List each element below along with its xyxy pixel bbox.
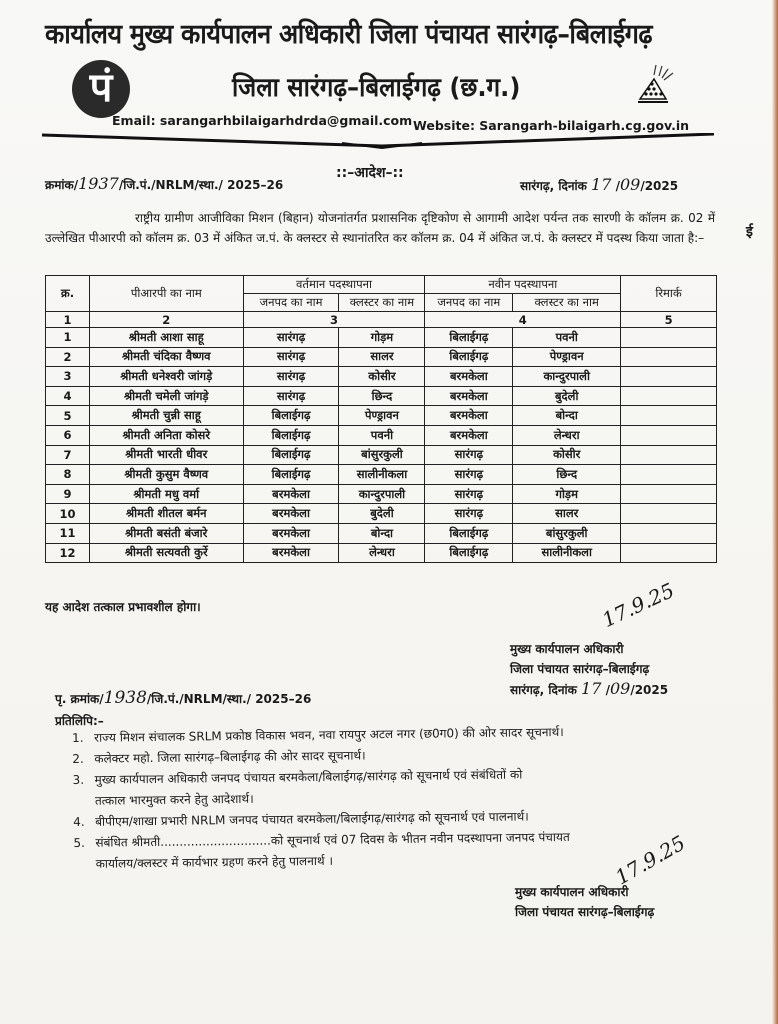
current-janpad-cell: बरमकेला xyxy=(243,484,339,504)
remark-cell xyxy=(621,465,717,485)
row-sno-cell: 6 xyxy=(46,425,90,445)
copy-list xyxy=(72,720,714,875)
signatory-office: जिला पंचायत सारंगढ़–बिलाईगढ़ xyxy=(515,905,655,919)
table-row xyxy=(46,406,717,426)
current-cluster-cell: बोन्दा xyxy=(339,523,425,543)
remark-cell xyxy=(621,543,717,563)
current-janpad-cell: बिलाईगढ़ xyxy=(243,406,339,426)
signatory-designation: मुख्य कार्यपालन अधिकारी xyxy=(515,885,629,899)
email-text: Email: sarangarhbilaigarhdrda@gmail.com xyxy=(112,113,413,128)
row-sno-cell: 3 xyxy=(46,367,90,387)
panchayat-logo-icon: पं xyxy=(72,60,130,118)
table-row xyxy=(46,465,717,485)
prp-name-cell: श्रीमती भारती धीवर xyxy=(89,445,243,465)
order-intro-paragraph: राष्ट्रीय ग्रामीण आजीविका मिशन (बिहान) योजनांतर्गत प्रशासनिक दृष्टिकोण से आगामी आदेश पर्यन्त तक सारणी के कॉलम क्र. 02 में उल्लेखित पीआरपी को कॉलम क्र. 03 में अंकित ज.पं. के क्लस्टर से स्थानांतरित कर कॉलम क्र. 04 में अंकित ज.पं. के क्लस्टर में पदस्थ किया जाता है:– xyxy=(45,211,715,245)
copy-item-text: कलेक्टर महो. जिला सारंगढ़–बिलाईगढ़ की ओर सादर सूचनार्थ। xyxy=(94,748,366,766)
current-cluster-cell: गोड़म xyxy=(339,328,425,348)
remark-cell xyxy=(621,406,717,426)
copy-item-text: मुख्य कार्यपालन अधिकारी जनपद पंचायत बरमकेला/बिलाईगढ़/सारंगढ़ को सूचनार्थ एवं संबंधितों को xyxy=(94,767,523,787)
remark-cell xyxy=(621,504,717,524)
current-janpad-cell: बरमकेला xyxy=(243,523,339,543)
prp-name-cell: श्रीमती धनेश्वरी जांगड़े xyxy=(89,367,243,387)
row-sno-cell: 4 xyxy=(46,386,90,406)
table-row xyxy=(46,367,717,387)
row-sno-cell: 12 xyxy=(46,543,90,563)
order-number-handwritten: 1937 xyxy=(78,174,119,193)
current-janpad-cell: बिलाईगढ़ xyxy=(243,445,339,465)
prp-name-cell: श्रीमती आशा साहू xyxy=(89,328,243,348)
signature-scribble: 17.9.25 xyxy=(598,577,678,633)
table-row xyxy=(46,445,717,465)
remark-cell xyxy=(621,347,717,367)
new-cluster-cell: सालर xyxy=(513,504,621,524)
column-number: 1 xyxy=(46,312,90,328)
prp-name-cell: श्रीमती सत्यवती कुर्रे xyxy=(89,543,243,563)
copy-item-text: संबंधित श्रीमती.............................को सूचनार्थ एवं 07 दिवस के भीतन नवीन पदस्थापना जनपद पंचायत xyxy=(95,829,570,850)
signature-date-prefix: सारंगढ़, दिनांक xyxy=(510,683,577,697)
prp-name-cell: श्रीमती चुन्नी साहू xyxy=(89,406,243,426)
remark-cell xyxy=(621,425,717,445)
new-janpad-cell: सारंगढ़ xyxy=(425,465,513,485)
office-title: कार्यालय मुख्य कार्यपालन अधिकारी जिला पंचायत सारंगढ़–बिलाईगढ़ xyxy=(45,19,653,50)
remark-cell xyxy=(621,367,717,387)
prp-name-cell: श्रीमती चंदिका वैष्णव xyxy=(89,347,243,367)
new-janpad-cell: बरमकेला xyxy=(425,386,513,406)
new-cluster-cell: बांसुरकुली xyxy=(513,523,621,543)
current-janpad-cell: बरमकेला xyxy=(243,504,339,524)
table-row xyxy=(46,328,717,348)
order-number xyxy=(45,174,283,193)
letterhead-rule xyxy=(42,133,714,149)
current-janpad-cell: सारंगढ़ xyxy=(243,328,339,348)
current-cluster-cell: कान्दुरपाली xyxy=(339,484,425,504)
copy-item-number: 1. xyxy=(72,730,84,745)
new-janpad-cell: सारंगढ़ xyxy=(425,504,513,524)
row-sno-cell: 10 xyxy=(46,504,90,524)
copy-item-number: 4. xyxy=(73,814,85,829)
table-row xyxy=(46,543,717,563)
bihan-logo-icon xyxy=(632,63,682,107)
signature-block-2 xyxy=(515,882,654,922)
column-number: 5 xyxy=(621,312,717,328)
order-number-prefix: क्रमांक/ xyxy=(45,178,79,192)
copy-number-suffix: /जि.पं./NRLM/स्था./ 2025–26 xyxy=(146,692,312,706)
new-janpad-cell: सारंगढ़ xyxy=(425,445,513,465)
new-janpad-cell: बिलाईगढ़ xyxy=(425,523,513,543)
copy-number-handwritten: 1938 xyxy=(103,688,147,708)
new-cluster-cell: पवनी xyxy=(513,328,621,348)
column-number: 3 xyxy=(243,312,425,328)
row-sno-cell: 5 xyxy=(46,406,90,426)
current-cluster-cell: पेण्ड्रावन xyxy=(339,406,425,426)
header-new-cluster: क्लस्टर का नाम xyxy=(513,294,621,312)
current-janpad-cell: सारंगढ़ xyxy=(243,347,339,367)
prp-name-cell: श्रीमती मधु वर्मा xyxy=(89,484,243,504)
copy-item-number: 2. xyxy=(72,751,84,766)
header-current-posting: वर्तमान पदस्थापना xyxy=(243,276,425,294)
current-cluster-cell: बांसुरकुली xyxy=(339,445,425,465)
row-sno-cell: 2 xyxy=(46,347,90,367)
remark-cell xyxy=(621,484,717,504)
effective-note: यह आदेश तत्काल प्रभावशील होगा। xyxy=(45,600,201,614)
order-title: ::–आदेश–:: xyxy=(336,165,404,181)
new-cluster-cell: पेण्ड्रावन xyxy=(513,347,621,367)
current-cluster-cell: लेन्धरा xyxy=(339,543,425,563)
district-line: जिला सारंगढ़–बिलाईगढ़ (छ.ग.) xyxy=(232,73,521,103)
header-current-cluster: क्लस्टर का नाम xyxy=(339,294,425,312)
current-janpad-cell: बिलाईगढ़ xyxy=(243,425,339,445)
new-janpad-cell: बरमकेला xyxy=(425,406,513,426)
new-janpad-cell: बिलाईगढ़ xyxy=(425,328,513,348)
copy-item-number: 5. xyxy=(73,835,85,850)
prp-name-cell: श्रीमती अनिता कोसरे xyxy=(89,425,243,445)
row-sno-cell: 9 xyxy=(46,484,90,504)
table-row xyxy=(46,386,717,406)
current-cluster-cell: सालीनीकला xyxy=(339,465,425,485)
new-janpad-cell: बिलाईगढ़ xyxy=(425,347,513,367)
table-row xyxy=(46,425,717,445)
table-row xyxy=(46,523,717,543)
website-link[interactable]: Website: Sarangarh-bilaigarh.cg.gov.in xyxy=(413,118,690,133)
new-cluster-cell: गोड़म xyxy=(513,484,621,504)
copy-item-text: राज्य मिशन संचालक SRLM प्रकोष्ठ विकास भवन, नवा रायपुर अटल नगर (छ0ग0) की ओर सादर सूचनार्थ। xyxy=(94,724,564,745)
remark-cell xyxy=(621,445,717,465)
current-cluster-cell: छिन्द xyxy=(339,386,425,406)
prp-name-cell: श्रीमती कुसुम वैष्णव xyxy=(89,465,243,485)
copy-item-continuation: तत्काल भारमुक्त करने हेतु आदेशार्थ। xyxy=(94,791,254,808)
current-janpad-cell: सारंगढ़ xyxy=(243,367,339,387)
prp-name-cell: श्रीमती चमेली जांगड़े xyxy=(89,386,243,406)
copy-item-text: बीपीएम/शाखा प्रभारी NRLM जनपद पंचायत बरमकेला/बिलाईगढ़/सारंगढ़ को सूचनार्थ एवं पालनार्थ। xyxy=(95,809,529,829)
paper-edge xyxy=(772,0,778,1024)
order-date-month: 09 xyxy=(619,175,641,194)
row-sno-cell: 7 xyxy=(46,445,90,465)
order-date-day: 17 xyxy=(591,175,612,194)
current-janpad-cell: बिलाईगढ़ xyxy=(243,465,339,485)
table-row xyxy=(46,484,717,504)
prp-name-cell: श्रीमती बसंती बंजारे xyxy=(89,523,243,543)
current-cluster-cell: बुदेली xyxy=(339,504,425,524)
header-current-janpad: जनपद का नाम xyxy=(243,294,339,312)
header-new-posting: नवीन पदस्थापना xyxy=(425,276,621,294)
current-janpad-cell: बरमकेला xyxy=(243,543,339,563)
new-janpad-cell: बरमकेला xyxy=(425,425,513,445)
current-janpad-cell: सारंगढ़ xyxy=(243,386,339,406)
new-cluster-cell: बुदेली xyxy=(513,386,621,406)
new-cluster-cell: सालीनीकला xyxy=(513,543,621,563)
copy-number xyxy=(55,688,311,708)
row-sno-cell: 1 xyxy=(46,328,90,348)
new-cluster-cell: बोन्दा xyxy=(513,406,621,426)
row-sno-cell: 11 xyxy=(46,523,90,543)
current-cluster-cell: कोसीर xyxy=(339,367,425,387)
order-date-prefix: सारंगढ़, दिनांक xyxy=(520,179,587,193)
remark-cell xyxy=(621,328,717,348)
row-sno-cell: 8 xyxy=(46,465,90,485)
new-janpad-cell: बरमकेला xyxy=(425,367,513,387)
order-number-suffix: /जि.पं./NRLM/स्था./ 2025–26 xyxy=(118,178,284,192)
header-new-janpad: जनपद का नाम xyxy=(425,294,513,312)
copy-item-number: 3. xyxy=(72,772,85,787)
column-number: 2 xyxy=(89,312,243,328)
signature-scribble: 17.9.25 xyxy=(611,830,690,890)
remark-cell xyxy=(621,386,717,406)
current-cluster-cell: पवनी xyxy=(339,425,425,445)
table-row xyxy=(46,504,717,524)
copy-label: प्रतिलिपि:– xyxy=(55,714,104,728)
transfer-table xyxy=(45,275,717,563)
new-janpad-cell: सारंगढ़ xyxy=(425,484,513,504)
table-row xyxy=(46,347,717,367)
prp-name-cell: श्रीमती शीतल बर्मन xyxy=(89,504,243,524)
column-number: 4 xyxy=(425,312,621,328)
order-date: सारंगढ़, दिनांक 17 /09/2025 xyxy=(520,175,679,194)
signature-date-year: /2025 xyxy=(630,683,669,697)
copy-item-continuation: कार्यालय/क्लस्टर में कार्यभार ग्रहण करने हेतु पालनार्थ । xyxy=(95,853,334,871)
copy-number-prefix: पृ. क्रमांक/ xyxy=(55,692,104,706)
header-prp-name: पीआरपी का नाम xyxy=(89,276,243,312)
signatory-office: जिला पंचायत सारंगढ़–बिलाईगढ़ xyxy=(510,662,650,676)
signature-date-month: 09 xyxy=(609,679,631,698)
new-janpad-cell: बिलाईगढ़ xyxy=(425,543,513,563)
signature-date: सारंगढ़, दिनांक 17 /09/2025 xyxy=(510,679,669,698)
order-date-year: /2025 xyxy=(640,179,679,193)
signatory-designation: मुख्य कार्यपालन अधिकारी xyxy=(510,642,624,656)
margin-mark: ई xyxy=(746,224,753,240)
new-cluster-cell: कान्दुरपाली xyxy=(513,367,621,387)
header-remark: रिमार्क xyxy=(621,276,717,312)
signature-block-1 xyxy=(510,639,668,700)
new-cluster-cell: कोसीर xyxy=(513,445,621,465)
new-cluster-cell: लेन्धरा xyxy=(513,425,621,445)
header-sno: क्र. xyxy=(46,276,90,312)
remark-cell xyxy=(621,523,717,543)
current-cluster-cell: सालर xyxy=(339,347,425,367)
signature-date-day: 17 xyxy=(581,679,602,698)
new-cluster-cell: छिन्द xyxy=(513,465,621,485)
